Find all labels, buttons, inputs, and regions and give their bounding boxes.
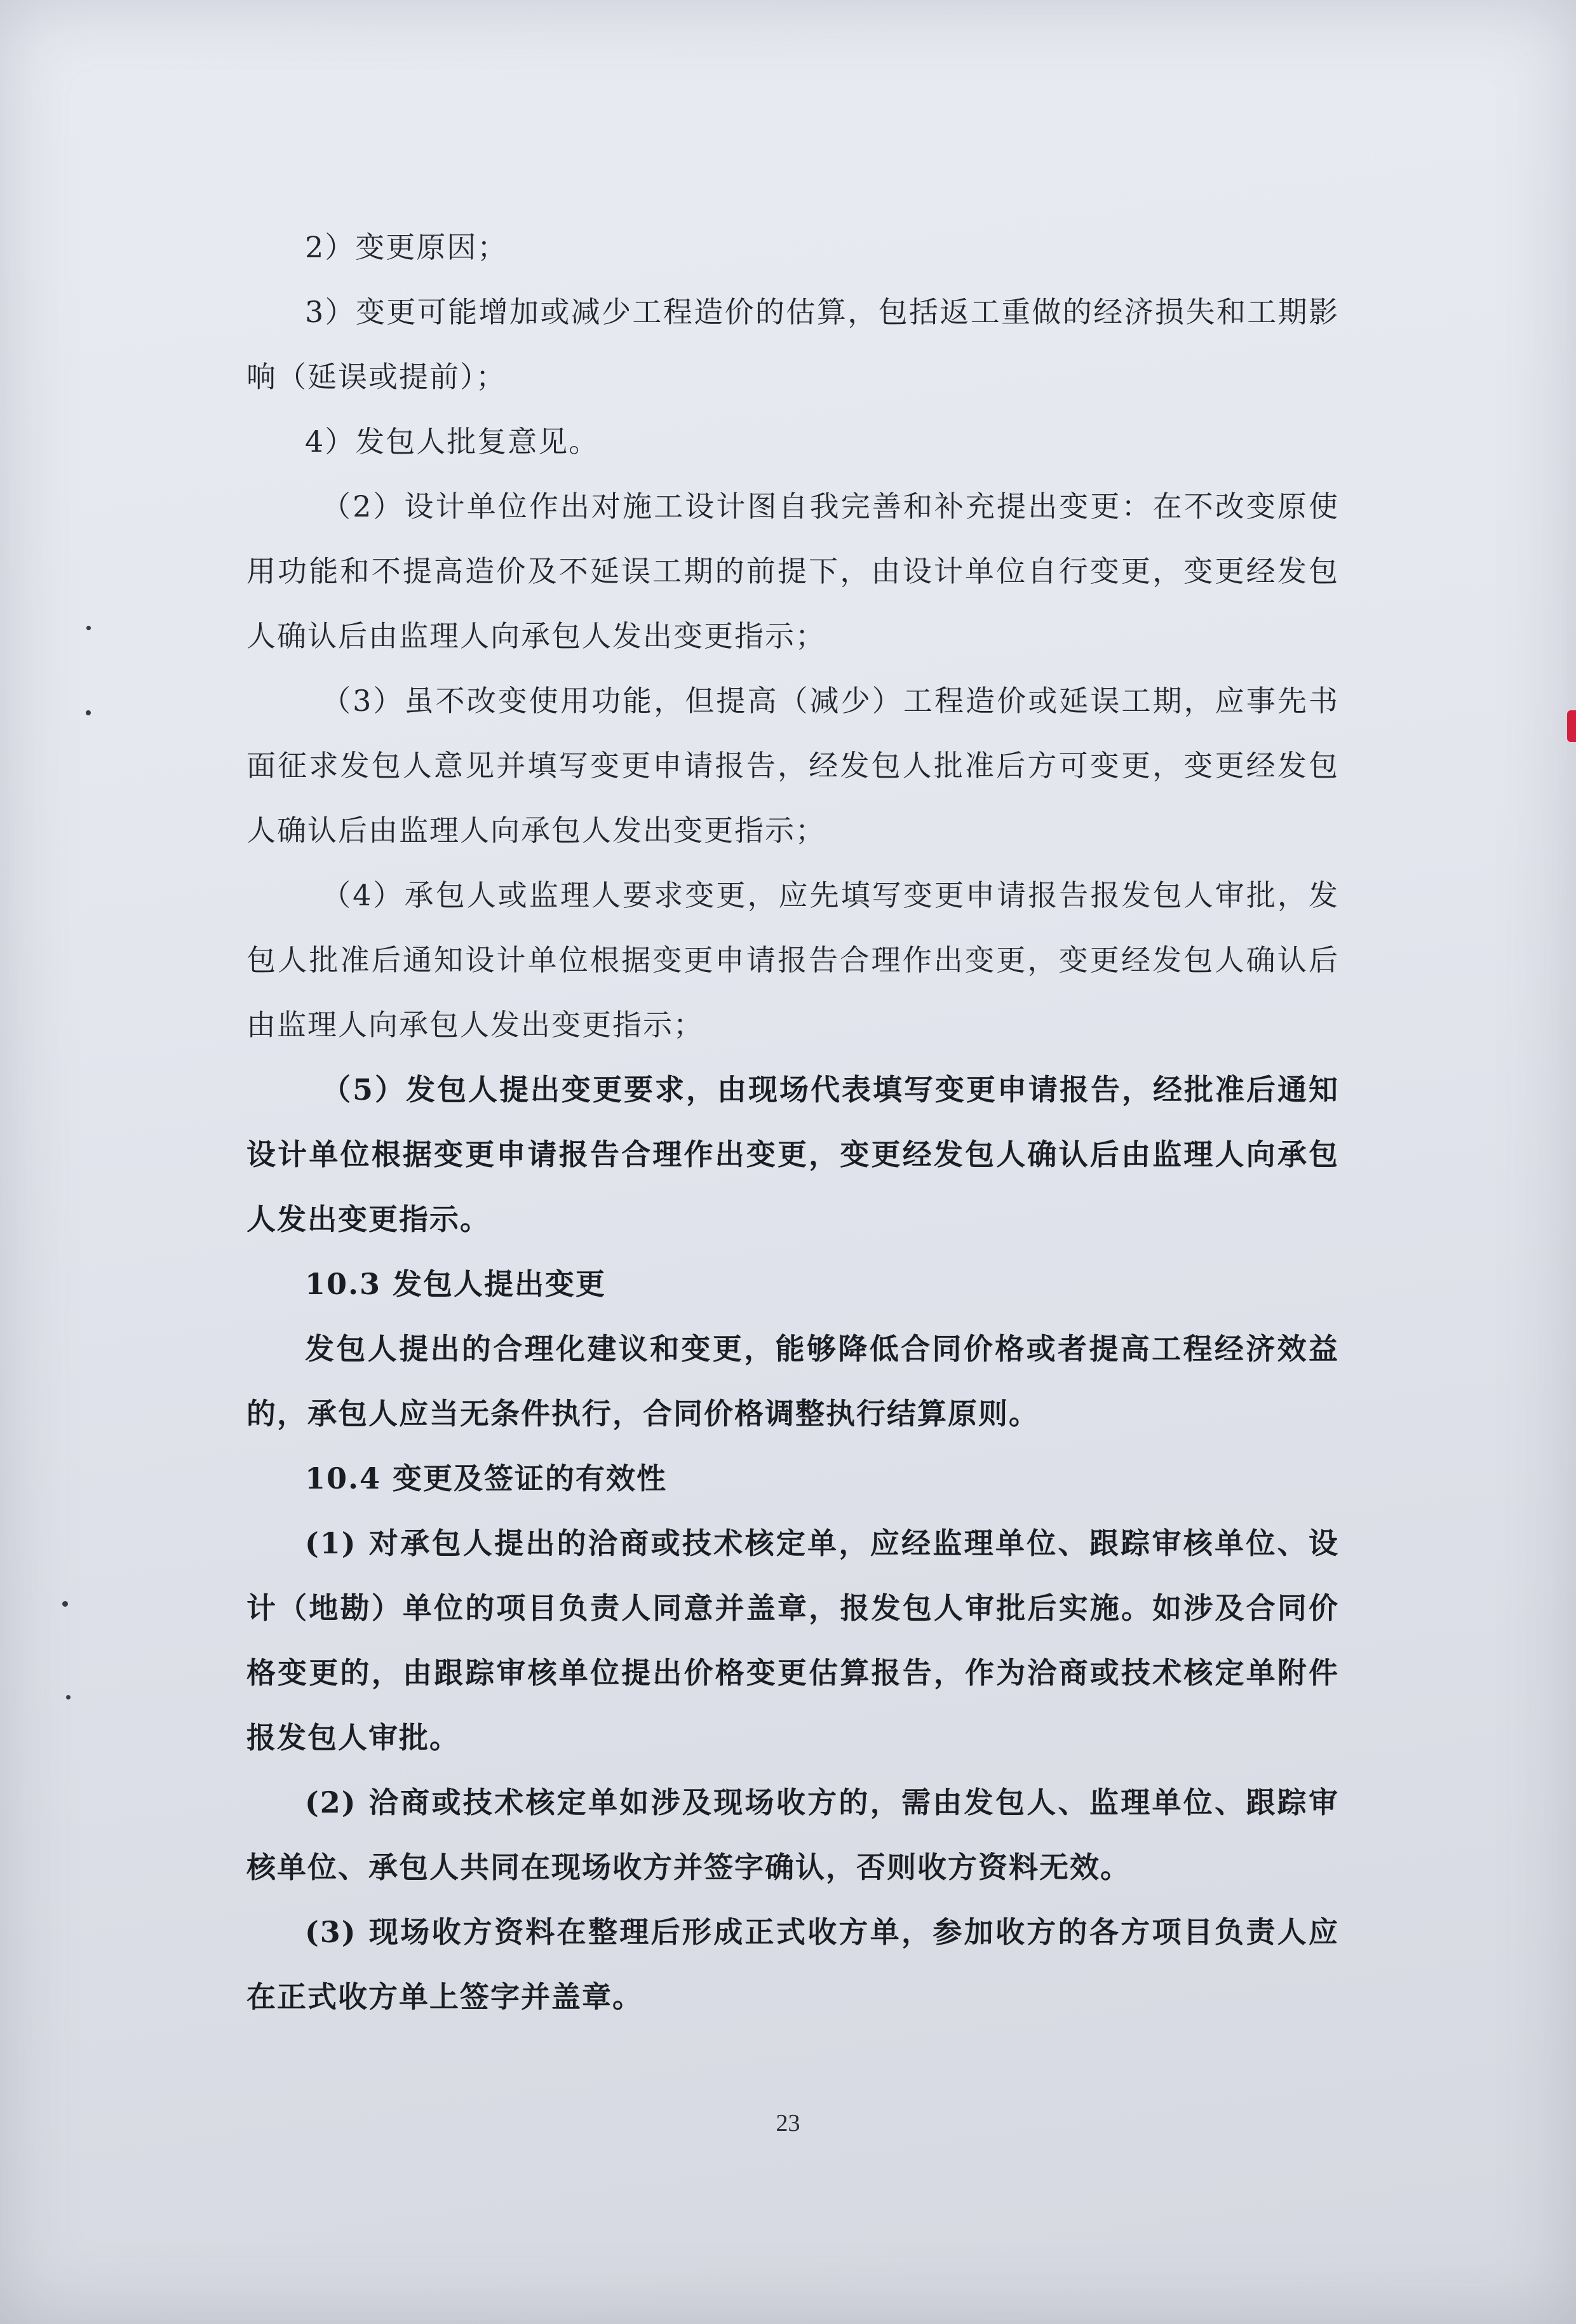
section-heading: 10.4 变更及签证的有效性 bbox=[305, 1461, 668, 1496]
paragraph: 4）发包人批复意见。 bbox=[305, 424, 600, 459]
paragraph: （5）发包人提出变更要求，由现场代表填写变更申请报告，经批准后通知设计单位根据变更申请报告合理作出变更，变更经发包人确认后由监理人向承包人发出变更指示。 bbox=[246, 1072, 1339, 1236]
paragraph: （2）设计单位作出对施工设计图自我完善和补充提出变更：在不改变原使用功能和不提高造价及不延误工期的前提下，由设计单位自行变更，变更经发包人确认后由监理人向承包人发出变更指示； bbox=[246, 489, 1339, 653]
paragraph: (3) 现场收方资料在整理后形成正式收方单，参加收方的各方项目负责人应在正式收方单上签字并盖章。 bbox=[246, 1915, 1339, 2014]
paragraph: （4）承包人或监理人要求变更，应先填写变更申请报告报发包人审批，发包人批准后通知设计单位根据变更申请报告合理作出变更，变更经发包人确认后由监理人向承包人发出变更指示； bbox=[246, 878, 1339, 1042]
body-text bbox=[246, 215, 1339, 2029]
paragraph: 发包人提出的合理化建议和变更，能够降低合同价格或者提高工程经济效益的，承包人应当无条件执行，合同价格调整执行结算原则。 bbox=[246, 1332, 1339, 1431]
red-edge-mark bbox=[1567, 710, 1576, 742]
paragraph: 2）变更原因； bbox=[305, 230, 508, 264]
paper-speck bbox=[66, 1695, 71, 1699]
paragraph: （3）虽不改变使用功能，但提高（减少）工程造价或延误工期，应事先书面征求发包人意见并填写变更申请报告，经发包人批准后方可变更，变更经发包人确认后由监理人向承包人发出变更指示； bbox=[246, 684, 1339, 848]
section-heading: 10.3 发包人提出变更 bbox=[305, 1267, 607, 1301]
paper-speck bbox=[86, 710, 91, 715]
paragraph: 3）变更可能增加或减少工程造价的估算，包括返工重做的经济损失和工期影响（延误或提前）； bbox=[246, 295, 1339, 394]
paper-speck bbox=[86, 626, 91, 630]
paragraph: (2) 洽商或技术核定单如涉及现场收方的，需由发包人、监理单位、跟踪审核单位、承包人共同在现场收方并签字确认，否则收方资料无效。 bbox=[246, 1785, 1339, 1884]
paragraph: (1) 对承包人提出的洽商或技术核定单，应经监理单位、跟踪审核单位、设计（地勘）单位的项目负责人同意并盖章，报发包人审批后实施。如涉及合同价格变更的，由跟踪审核单位提出价格变更估算报告，作为洽商或技术核定单附件报发包人审批。 bbox=[246, 1526, 1339, 1755]
paper-speck bbox=[62, 1601, 68, 1607]
page-number: 23 bbox=[776, 2110, 800, 2137]
